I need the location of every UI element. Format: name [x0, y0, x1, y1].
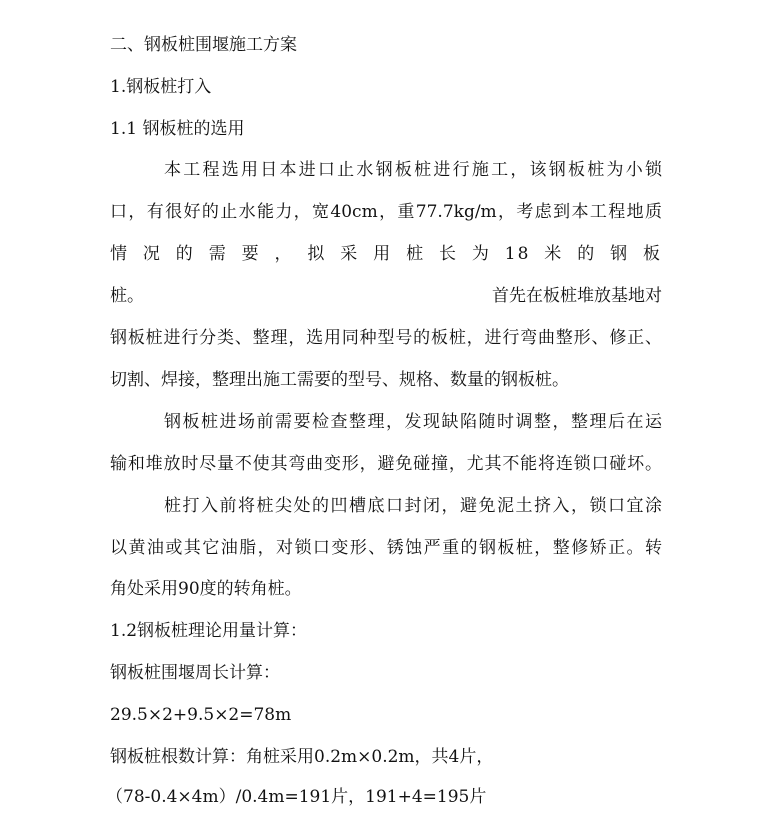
section-heading: 二、钢板桩围堰施工方案	[110, 35, 297, 55]
para1-line3: 情况的需要，拟采用桩长为18米的钢板	[110, 244, 662, 264]
para1-line6: 切割、焊接，整理出施工需要的型号、规格、数量的钢板桩。	[110, 370, 569, 390]
subsection-1-1-heading: 1.1 钢板桩的选用	[110, 119, 245, 139]
subsection-1-heading: 1.钢板桩打入	[110, 77, 212, 97]
para1-line4	[110, 284, 662, 308]
count-label: 钢板桩根数计算：角桩采用0.2m×0.2m，共4片，	[110, 747, 494, 767]
para1-line1: 本工程选用日本进口止水钢板桩进行施工，该钢板桩为小锁	[164, 160, 662, 180]
para1-line4-right: 首先在板桩堆放基地对	[492, 286, 662, 306]
para1-line2: 口，有很好的止水能力，宽40cm，重77.7kg/m，考虑到本工程地质	[110, 202, 662, 222]
para3-line2: 以黄油或其它油脂，对锁口变形、锈蚀严重的钢板桩，整修矫正。转	[110, 538, 662, 558]
perimeter-formula: 29.5×2+9.5×2=78m	[110, 705, 292, 725]
para3-line1: 桩打入前将桩尖处的凹槽底口封闭，避免泥土挤入，锁口宜涂	[164, 496, 662, 516]
perimeter-label: 钢板桩围堰周长计算：	[110, 663, 280, 683]
para2-line1: 钢板桩进场前需要检查整理，发现缺陷随时调整，整理后在运	[164, 412, 662, 432]
subsection-1-2-heading: 1.2钢板桩理论用量计算：	[110, 621, 308, 641]
para1-line4-left: 桩。	[110, 286, 144, 306]
count-formula: （78-0.4×4m）/0.4m=191片，191+4=195片	[106, 787, 487, 807]
para3-line3: 角处采用90度的转角桩。	[110, 579, 302, 599]
para1-line5: 钢板桩进行分类、整理，选用同种型号的板桩，进行弯曲整形、修正、	[110, 328, 662, 348]
para2-line2: 输和堆放时尽量不使其弯曲变形，避免碰撞，尤其不能将连锁口碰坏。	[110, 454, 662, 474]
